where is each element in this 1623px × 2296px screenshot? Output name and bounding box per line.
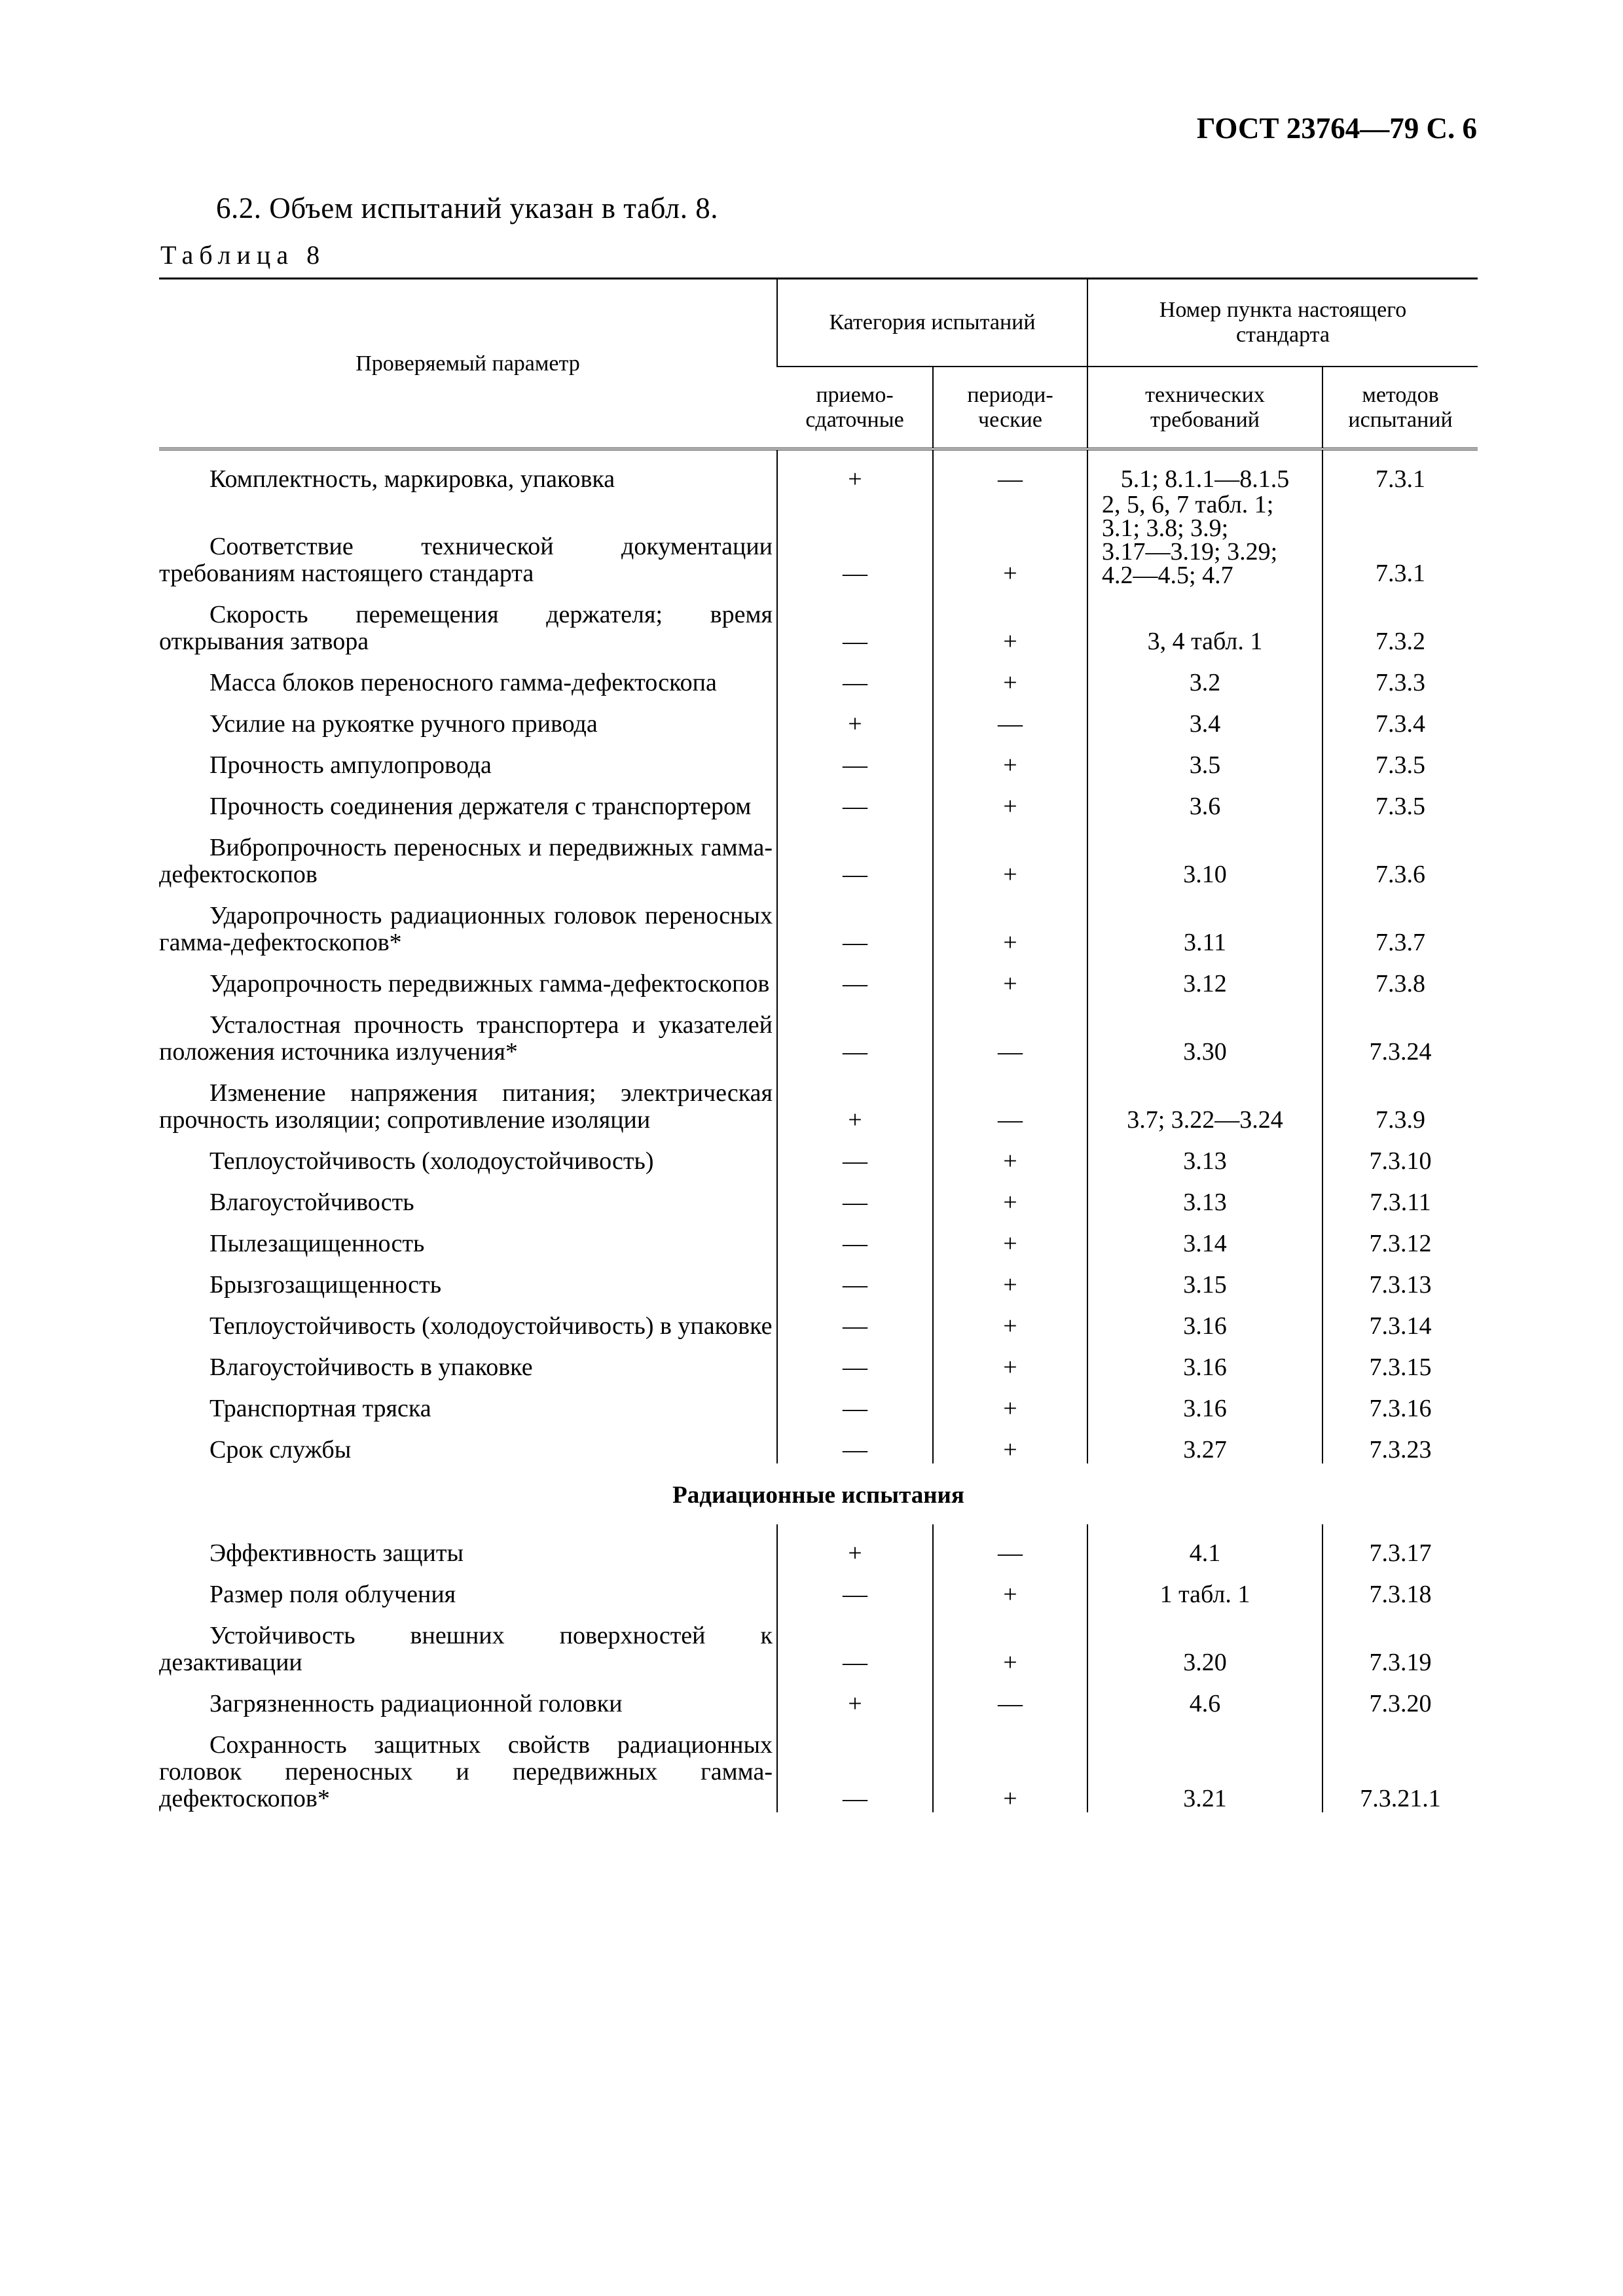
acceptance-cell: — xyxy=(777,1422,933,1463)
test-method-cell: 7.3.16 xyxy=(1322,1381,1478,1422)
periodic-cell: — xyxy=(933,696,1087,738)
table-row xyxy=(159,696,1478,738)
table-row xyxy=(159,1066,1478,1134)
parameter-text: Брызгозащищенность xyxy=(210,1271,442,1299)
tech-req-cell: 3.30 xyxy=(1087,997,1322,1066)
test-method-cell: 7.3.7 xyxy=(1322,888,1478,956)
test-method-cell: 7.3.11 xyxy=(1322,1175,1478,1216)
table-row xyxy=(159,997,1478,1066)
header-tech-req: технических требований xyxy=(1087,367,1322,449)
parameter-cell xyxy=(159,956,777,997)
periodic-cell: + xyxy=(933,1608,1087,1676)
periodic-cell: + xyxy=(933,888,1087,956)
periodic-cell: + xyxy=(933,1422,1087,1463)
parameter-cell xyxy=(159,655,777,696)
periodic-cell: + xyxy=(933,820,1087,888)
acceptance-cell: — xyxy=(777,1134,933,1175)
acceptance-cell: — xyxy=(777,956,933,997)
parameter-text: Комплектность, маркировка, упаковка xyxy=(210,465,615,493)
header-category: Категория испытаний xyxy=(777,279,1087,367)
test-method-cell: 7.3.17 xyxy=(1322,1524,1478,1567)
table-row xyxy=(159,820,1478,888)
table-row xyxy=(159,779,1478,820)
section-paragraph: 6.2. Объем испытаний указан в табл. 8. xyxy=(216,192,718,224)
parameter-text: Транспортная тряска xyxy=(210,1395,431,1422)
table-row xyxy=(159,1381,1478,1422)
parameter-text: Влагоустойчивость xyxy=(210,1189,414,1216)
acceptance-cell: — xyxy=(777,655,933,696)
parameter-text: Прочность соединения держателя с транспортером xyxy=(210,793,752,820)
periodic-cell: + xyxy=(933,1381,1087,1422)
acceptance-cell: + xyxy=(777,1524,933,1567)
section-title: Радиационные испытания xyxy=(672,1482,964,1509)
table-row xyxy=(159,1340,1478,1381)
table-row xyxy=(159,1216,1478,1257)
tech-req-cell: 4.6 xyxy=(1087,1676,1322,1717)
periodic-cell: + xyxy=(933,1717,1087,1812)
parameter-cell xyxy=(159,1567,777,1608)
parameter-text: Загрязненность радиационной головки xyxy=(210,1690,623,1717)
test-method-cell: 7.3.3 xyxy=(1322,655,1478,696)
acceptance-cell: — xyxy=(777,997,933,1066)
test-method-cell: 7.3.13 xyxy=(1322,1257,1478,1299)
table-row xyxy=(159,1299,1478,1340)
test-method-cell: 7.3.1 xyxy=(1322,493,1478,587)
parameter-cell xyxy=(159,1676,777,1717)
acceptance-cell: + xyxy=(777,449,933,493)
periodic-cell: + xyxy=(933,1216,1087,1257)
parameter-cell xyxy=(159,1340,777,1381)
table-row xyxy=(159,1257,1478,1299)
tech-req-cell: 3, 4 табл. 1 xyxy=(1087,587,1322,655)
parameter-text: Изменение напряжения питания; электрическая прочность изоляции; сопротивление изоляции xyxy=(159,1079,773,1134)
test-method-cell: 7.3.9 xyxy=(1322,1066,1478,1134)
parameter-cell xyxy=(159,449,777,493)
acceptance-cell: — xyxy=(777,888,933,956)
test-method-cell: 7.3.23 xyxy=(1322,1422,1478,1463)
header-test-methods: методов испытаний xyxy=(1322,367,1478,449)
tech-req-cell: 3.4 xyxy=(1087,696,1322,738)
parameter-text: Срок службы xyxy=(210,1436,352,1463)
acceptance-cell: + xyxy=(777,1676,933,1717)
table-caption: Таблица 8 xyxy=(160,240,326,270)
table-row xyxy=(159,1608,1478,1676)
tech-req-cell: 3.11 xyxy=(1087,888,1322,956)
parameter-text: Усталостная прочность транспортера и указателей положения источника излучения* xyxy=(159,1011,773,1066)
periodic-cell: + xyxy=(933,738,1087,779)
test-method-cell: 7.3.2 xyxy=(1322,587,1478,655)
acceptance-cell: — xyxy=(777,779,933,820)
test-method-cell: 7.3.15 xyxy=(1322,1340,1478,1381)
acceptance-cell: — xyxy=(777,738,933,779)
acceptance-cell: — xyxy=(777,1299,933,1340)
acceptance-cell: — xyxy=(777,1216,933,1257)
acceptance-cell: — xyxy=(777,1257,933,1299)
parameter-text: Скорость перемещения держателя; время открывания затвора xyxy=(159,601,773,655)
tech-req-cell: 4.1 xyxy=(1087,1524,1322,1567)
table-row xyxy=(159,738,1478,779)
header-parameter: Проверяемый параметр xyxy=(159,279,777,450)
parameter-cell xyxy=(159,779,777,820)
periodic-cell: — xyxy=(933,1524,1087,1567)
acceptance-cell: — xyxy=(777,1567,933,1608)
parameter-text: Ударопрочность передвижных гамма-дефектоскопов xyxy=(210,970,770,997)
test-method-cell: 7.3.5 xyxy=(1322,738,1478,779)
parameter-text: Теплоустойчивость (холодоустойчивость) xyxy=(210,1147,654,1175)
periodic-cell: + xyxy=(933,587,1087,655)
acceptance-cell: — xyxy=(777,1608,933,1676)
table-row xyxy=(159,449,1478,493)
parameter-cell xyxy=(159,1608,777,1676)
acceptance-cell: — xyxy=(777,587,933,655)
tech-req-cell: 3.16 xyxy=(1087,1299,1322,1340)
parameter-cell xyxy=(159,1216,777,1257)
periodic-cell: + xyxy=(933,1299,1087,1340)
parameter-cell xyxy=(159,696,777,738)
table-row xyxy=(159,493,1478,587)
tech-req-cell: 3.20 xyxy=(1087,1608,1322,1676)
table-row xyxy=(159,1422,1478,1463)
tech-req-cell: 3.16 xyxy=(1087,1381,1322,1422)
periodic-cell: + xyxy=(933,1175,1087,1216)
test-scope-table xyxy=(159,278,1478,1812)
parameter-text: Прочность ампулопровода xyxy=(210,751,492,779)
test-method-cell: 7.3.20 xyxy=(1322,1676,1478,1717)
table-row xyxy=(159,956,1478,997)
periodic-cell: + xyxy=(933,1257,1087,1299)
test-method-cell: 7.3.18 xyxy=(1322,1567,1478,1608)
parameter-cell xyxy=(159,1066,777,1134)
periodic-cell: + xyxy=(933,779,1087,820)
tech-req-cell: 3.2 xyxy=(1087,655,1322,696)
table-body-radiation xyxy=(159,1524,1478,1812)
acceptance-cell: — xyxy=(777,1381,933,1422)
table-row xyxy=(159,1676,1478,1717)
test-method-cell: 7.3.6 xyxy=(1322,820,1478,888)
parameter-text: Вибропрочность переносных и передвижных гамма-дефектоскопов xyxy=(159,834,773,888)
table-row xyxy=(159,1524,1478,1567)
tech-req-cell: 3.6 xyxy=(1087,779,1322,820)
test-method-cell: 7.3.10 xyxy=(1322,1134,1478,1175)
test-method-cell: 7.3.5 xyxy=(1322,779,1478,820)
parameter-text: Усилие на рукоятке ручного привода xyxy=(210,710,598,738)
test-method-cell: 7.3.14 xyxy=(1322,1299,1478,1340)
table-row xyxy=(159,655,1478,696)
test-method-cell: 7.3.24 xyxy=(1322,997,1478,1066)
parameter-text: Пылезащищенность xyxy=(210,1230,425,1257)
test-method-cell: 7.3.4 xyxy=(1322,696,1478,738)
acceptance-cell: — xyxy=(777,1340,933,1381)
parameter-cell xyxy=(159,738,777,779)
tech-req-cell: 3.5 xyxy=(1087,738,1322,779)
periodic-cell: + xyxy=(933,1134,1087,1175)
test-method-cell: 7.3.12 xyxy=(1322,1216,1478,1257)
tech-req-cell: 2, 5, 6, 7 табл. 1; 3.1; 3.8; 3.9; 3.17—3.19; 3.29; 4.2—4.5; 4.7 xyxy=(1087,493,1322,587)
parameter-cell xyxy=(159,1134,777,1175)
table-row xyxy=(159,1567,1478,1608)
tech-req-cell: 3.16 xyxy=(1087,1340,1322,1381)
tech-req-cell: 3.15 xyxy=(1087,1257,1322,1299)
table-section xyxy=(159,1463,1478,1524)
acceptance-cell: — xyxy=(777,493,933,587)
parameter-cell xyxy=(159,1524,777,1567)
parameter-cell xyxy=(159,493,777,587)
header-acceptance: приемо- сдаточные xyxy=(777,367,933,449)
periodic-cell: + xyxy=(933,1340,1087,1381)
periodic-cell: + xyxy=(933,956,1087,997)
periodic-cell: — xyxy=(933,1066,1087,1134)
parameter-text: Влагоустойчивость в упаковке xyxy=(210,1354,533,1381)
table-row xyxy=(159,1175,1478,1216)
parameter-cell xyxy=(159,587,777,655)
parameter-text: Размер поля облучения xyxy=(210,1581,456,1608)
parameter-text: Эффективность защиты xyxy=(210,1539,464,1567)
tech-req-cell: 5.1; 8.1.1—8.1.5 xyxy=(1087,449,1322,493)
acceptance-cell: — xyxy=(777,1717,933,1812)
parameter-cell xyxy=(159,997,777,1066)
table-row xyxy=(159,1717,1478,1812)
tech-req-cell: 3.27 xyxy=(1087,1422,1322,1463)
tech-req-cell: 3.13 xyxy=(1087,1134,1322,1175)
tech-req-cell: 3.7; 3.22—3.24 xyxy=(1087,1066,1322,1134)
parameter-cell xyxy=(159,1381,777,1422)
test-method-cell: 7.3.19 xyxy=(1322,1608,1478,1676)
periodic-cell: — xyxy=(933,1676,1087,1717)
table-row xyxy=(159,888,1478,956)
parameter-cell xyxy=(159,888,777,956)
parameter-cell xyxy=(159,1717,777,1812)
periodic-cell: + xyxy=(933,1567,1087,1608)
acceptance-cell: — xyxy=(777,820,933,888)
header-periodic: периоди- ческие xyxy=(933,367,1087,449)
periodic-cell: + xyxy=(933,493,1087,587)
acceptance-cell: + xyxy=(777,696,933,738)
document-reference: ГОСТ 23764—79 С. 6 xyxy=(1196,112,1477,145)
header-clause: Номер пункта настоящего стандарта xyxy=(1087,279,1478,367)
periodic-cell: + xyxy=(933,655,1087,696)
parameter-cell xyxy=(159,1299,777,1340)
test-method-cell: 7.3.1 xyxy=(1322,449,1478,493)
test-method-cell: 7.3.21.1 xyxy=(1322,1717,1478,1812)
periodic-cell: — xyxy=(933,449,1087,493)
parameter-text: Устойчивость внешних поверхностей к дезактивации xyxy=(159,1622,773,1676)
periodic-cell: — xyxy=(933,997,1087,1066)
table-body-main xyxy=(159,449,1478,1463)
parameter-text: Соответствие технической документации требованиям настоящего стандарта xyxy=(159,533,773,587)
parameter-text: Масса блоков переносного гамма-дефектоскопа xyxy=(210,669,717,696)
tech-req-cell: 3.13 xyxy=(1087,1175,1322,1216)
parameter-cell xyxy=(159,1175,777,1216)
acceptance-cell: — xyxy=(777,1175,933,1216)
parameter-cell xyxy=(159,820,777,888)
parameter-text: Ударопрочность радиационных головок переносных гамма-дефектоскопов* xyxy=(159,902,773,956)
tech-req-cell: 3.14 xyxy=(1087,1216,1322,1257)
tech-req-cell: 3.12 xyxy=(1087,956,1322,997)
test-method-cell: 7.3.8 xyxy=(1322,956,1478,997)
tech-req-cell: 3.10 xyxy=(1087,820,1322,888)
tech-req-cell: 3.21 xyxy=(1087,1717,1322,1812)
parameter-cell xyxy=(159,1257,777,1299)
parameter-cell xyxy=(159,1422,777,1463)
table-row xyxy=(159,587,1478,655)
acceptance-cell: + xyxy=(777,1066,933,1134)
table-row xyxy=(159,1134,1478,1175)
parameter-text: Теплоустойчивость (холодоустойчивость) в упаковке xyxy=(210,1312,773,1340)
tech-req-cell: 1 табл. 1 xyxy=(1087,1567,1322,1608)
parameter-text: Сохранность защитных свойств радиационных головок переносных и передвижных гамма-дефектоскопов* xyxy=(159,1731,773,1812)
